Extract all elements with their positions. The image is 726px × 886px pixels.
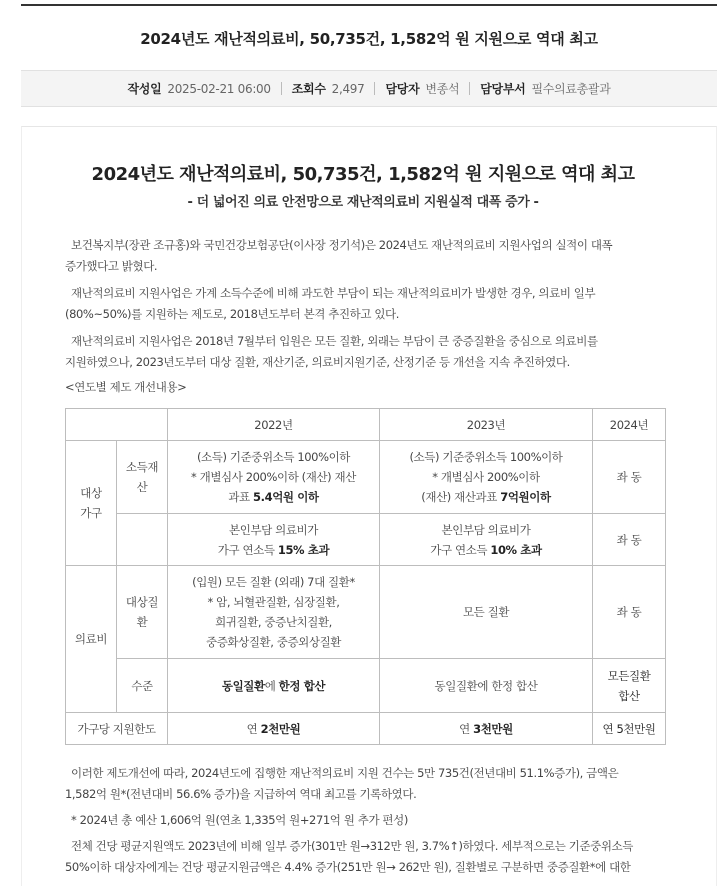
paragraph-line: 이러한 제도개선에 따라, 2024년도에 집행한 재난적의료비 지원 건수는 5만 735건(전년대비 51.1%증가), 금액은: [71, 766, 619, 780]
page-title: 2024년도 재난적의료비, 50,735건, 1,582억 원 지원으로 역대 최고: [21, 4, 717, 70]
cell-text: 과표: [228, 490, 254, 504]
footnote-text: * 2024년 총 예산 1,606억 원(연초 1,335억 원+271억 원 추가 편성): [71, 813, 408, 827]
cell-line: * 암, 뇌혈관질환, 심장질환,: [207, 595, 340, 609]
cell-2022-level: [168, 659, 380, 713]
meta-dept: [470, 80, 620, 97]
cell-text-strong: 2천만원: [260, 721, 301, 736]
meta-manager-label: 담당자: [385, 82, 420, 96]
cell-2022-limit: [168, 713, 380, 745]
cell-text-strong: 15% 초과: [277, 542, 330, 557]
row-label-disease: 대상질환: [117, 566, 168, 659]
paragraph-3: [65, 331, 660, 373]
cell-text-strong: 10% 초과: [490, 542, 542, 557]
paragraph-5: [65, 836, 660, 878]
cell-2023-limit: [380, 713, 593, 745]
paragraph-4: [65, 763, 660, 805]
cell-line: [172, 487, 375, 507]
cell-line: 합산: [618, 688, 640, 703]
article-title: 2024년도 재난적의료비, 50,735건, 1,582억 원 지원으로 역대 최고: [91, 164, 635, 185]
cell-line: [172, 540, 375, 560]
row-label-blank: [117, 514, 168, 566]
meta-views-label: 조회수: [291, 82, 326, 96]
cell-text-strong: 5.4억원 이하: [253, 490, 319, 504]
paragraph-line: 증가했다고 밝혔다.: [65, 259, 158, 273]
paragraph-line: (80%~50%)를 지원하는 제도로, 2018년도부터 본격 추진하고 있다.: [65, 307, 400, 321]
table-row: [66, 713, 666, 745]
table-row: [66, 566, 666, 659]
cell-line: * 개별심사 200%이하: [432, 470, 540, 484]
cell-2023-burden: [380, 514, 593, 566]
table-header-2024: 2024년: [593, 409, 666, 441]
row-label-limit: 가구당 지원한도: [66, 713, 168, 745]
meta-views: [282, 80, 375, 97]
paragraph-line: 재난적의료비 지원사업은 가계 소득수준에 비해 과도한 부담이 되는 재난적의료비가 발생한 경우, 의료비 일부: [71, 286, 596, 300]
paragraph-2: [65, 283, 660, 325]
cell-line: * 개별심사 200%이하 (재산) 재산: [191, 470, 356, 484]
paragraph-1: [65, 235, 660, 277]
cell-2022-burden: [168, 514, 380, 566]
cell-line: (소득) 기준중위소득 100%이하: [196, 450, 351, 464]
cell-line: [384, 487, 588, 507]
meta-date: [118, 80, 281, 97]
group-label-medical: 의료비: [66, 566, 117, 713]
cell-2022-disease: [168, 566, 380, 659]
meta-date-label: 작성일: [127, 82, 162, 96]
table-header-corner: [66, 409, 168, 441]
cell-2024-income: 좌 동: [593, 441, 666, 514]
cell-text-strong: 한정 합산: [278, 678, 326, 693]
cell-2023-disease: 모든 질환: [380, 566, 593, 659]
cell-text: 연: [246, 721, 261, 736]
cell-text-strong: 3천만원: [473, 721, 513, 736]
cell-line: (소득) 기준중위소득 100%이하: [409, 450, 563, 464]
cell-text: 가구 연소득: [430, 542, 491, 557]
cell-text: (재산) 재산과표: [421, 490, 501, 504]
cell-2024-burden: 좌 동: [593, 514, 666, 566]
row-label-income-asset: 소득재산: [117, 441, 168, 514]
cell-text: 가구 연소득: [217, 542, 278, 557]
row-label-level: 수준: [117, 659, 168, 713]
table-row: [66, 441, 666, 514]
cell-line: 희귀질환, 중증난치질환,: [215, 615, 332, 629]
meta-views-value: 2,497: [331, 81, 365, 96]
cell-2024-limit: 연 5천만원: [593, 713, 666, 745]
paragraph-line: 보건복지부(장관 조규홍)와 국민건강보험공단(이사장 정기석)은 2024년도 재난적의료비 지원사업의 실적이 대폭: [71, 238, 613, 252]
article-subtitle: - 더 넓어진 의료 안전망으로 재난적의료비 지원실적 대폭 증가 -: [187, 195, 539, 210]
table-header-2022: 2022년: [168, 409, 380, 441]
cell-2022-income: [168, 441, 380, 514]
reform-table: [65, 408, 666, 745]
cell-2023-income: [380, 441, 593, 514]
table-header-2023: 2023년: [380, 409, 593, 441]
meta-dept-label: 담당부서: [480, 82, 526, 96]
cell-text: 에: [264, 678, 279, 693]
meta-manager-value: 변종석: [425, 82, 460, 96]
paragraph-line: 지원하였으나, 2023년도부터 대상 질환, 재산기준, 의료비지원기준, 산정기준 등 개선을 지속 추진하였다.: [65, 355, 570, 369]
cell-2024-level: [593, 659, 666, 713]
cell-line: 중증화상질환, 중증외상질환: [205, 635, 342, 649]
cell-line: 본인부담 의료비가: [441, 522, 531, 537]
footnote: [65, 810, 660, 831]
cell-2023-level: 동일질환에 한정 합산: [380, 659, 593, 713]
table-row: [66, 514, 666, 566]
paragraph-line: 1,582억 원*(전년대비 56.6% 증가)을 지급하여 역대 최고를 기록하였다.: [65, 787, 417, 801]
paragraph-line: 50%이하 대상자에게는 건당 평균지원금액은 4.4% 증가(251만 원→ 262만 원), 질환별로 구분하면 중증질환*에 대한: [65, 860, 631, 874]
cell-text: 연: [459, 721, 474, 736]
cell-text-strong: 동일질환: [221, 678, 265, 693]
cell-line: (입원) 모든 질환 (외래) 7대 질환*: [192, 575, 355, 589]
table-caption: <연도별 제도 개선내용>: [65, 380, 187, 394]
meta-manager: [375, 80, 469, 97]
table-row: [66, 659, 666, 713]
paragraph-line: 전체 건당 평균지원액도 2023년에 비해 일부 증가(301만 원→312만 원, 3.7%↑)하였다. 세부적으로는 기준중위소득: [71, 839, 633, 853]
meta-dept-value: 필수의료총괄과: [531, 82, 611, 96]
cell-line: [384, 540, 588, 560]
paragraph-line: 재난적의료비 지원사업은 2018년 7월부터 입원은 모든 질환, 외래는 부담이 큰 중증질환을 중심으로 의료비를: [71, 334, 598, 348]
group-label-target: 대상 가구: [66, 441, 117, 566]
cell-line: 모든질환: [607, 668, 651, 683]
table-header-row: [66, 409, 666, 441]
cell-text-strong: 7억원이하: [500, 490, 551, 504]
article-meta: [21, 70, 717, 107]
meta-date-value: 2025-02-21 06:00: [167, 81, 271, 96]
cell-2024-disease: 좌 동: [593, 566, 666, 659]
cell-line: 본인부담 의료비가: [229, 522, 318, 537]
